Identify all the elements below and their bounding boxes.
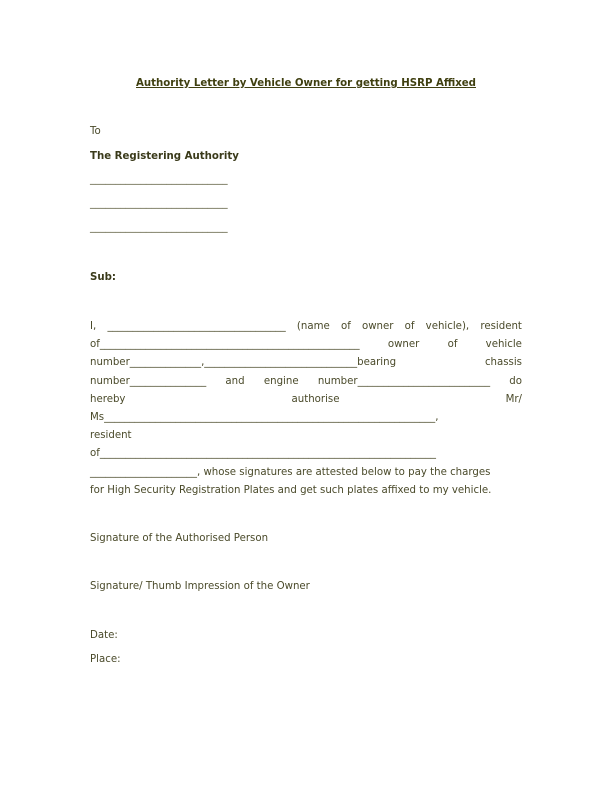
body-row-7: resident bbox=[90, 430, 132, 442]
body-row-2 bbox=[90, 336, 522, 354]
body-word: I, bbox=[90, 321, 97, 332]
address-line-3: ___________________________ bbox=[90, 222, 228, 233]
body-blank: number__________________________ bbox=[317, 375, 491, 387]
body-row-6: Ms_________________________________________________________________, bbox=[90, 411, 439, 423]
body-row-9: _____________________, whose signatures are attested below to pay the charges bbox=[90, 466, 491, 478]
signature-owner-label: Signature/ Thumb Impression of the Owner bbox=[90, 581, 310, 592]
body-word: authorise bbox=[291, 393, 340, 405]
body-blank: of___________________________________________________ bbox=[90, 339, 360, 351]
signature-authorised-label: Signature of the Authorised Person bbox=[90, 533, 269, 544]
body-word: and bbox=[225, 375, 245, 387]
body-blank: ___________________________________ bbox=[107, 321, 286, 332]
body-row-8: of__________________________________________________________________ bbox=[90, 448, 437, 460]
body-word: of bbox=[340, 321, 351, 332]
body-row-4 bbox=[90, 373, 522, 391]
address-line-1: ___________________________ bbox=[90, 174, 228, 185]
body-word: of bbox=[404, 321, 415, 332]
body-word: of bbox=[447, 339, 458, 351]
body-word: do bbox=[509, 375, 522, 387]
body-word: owner bbox=[387, 339, 420, 351]
address-line-2: ___________________________ bbox=[90, 198, 228, 209]
body-word: Mr/ bbox=[505, 393, 522, 405]
body-row-1 bbox=[90, 318, 522, 336]
body-word: chassis bbox=[484, 357, 522, 369]
body-row-3 bbox=[90, 354, 522, 372]
body-blank: number______________,______________________________bearing bbox=[90, 357, 397, 369]
body-word: vehicle bbox=[485, 339, 522, 351]
to-label: To bbox=[90, 126, 101, 137]
document-title: Authority Letter by Vehicle Owner for getting HSRP Affixed bbox=[136, 78, 476, 89]
addressee: The Registering Authority bbox=[90, 151, 239, 162]
body-word: hereby bbox=[90, 393, 126, 405]
body-word: resident bbox=[480, 321, 522, 332]
place-label: Place: bbox=[90, 654, 121, 665]
body-blank: number_______________ bbox=[90, 375, 207, 387]
body-word: engine bbox=[263, 375, 299, 387]
body-row-10: for High Security Registration Plates and get such plates affixed to my vehicle. bbox=[90, 484, 492, 496]
subject-label: Sub: bbox=[90, 272, 116, 283]
body-word: (name bbox=[296, 321, 330, 332]
letter-body bbox=[90, 318, 522, 500]
body-row-5 bbox=[90, 391, 522, 409]
body-word: vehicle), bbox=[425, 321, 470, 332]
body-word: owner bbox=[361, 321, 394, 332]
date-label: Date: bbox=[90, 630, 118, 641]
